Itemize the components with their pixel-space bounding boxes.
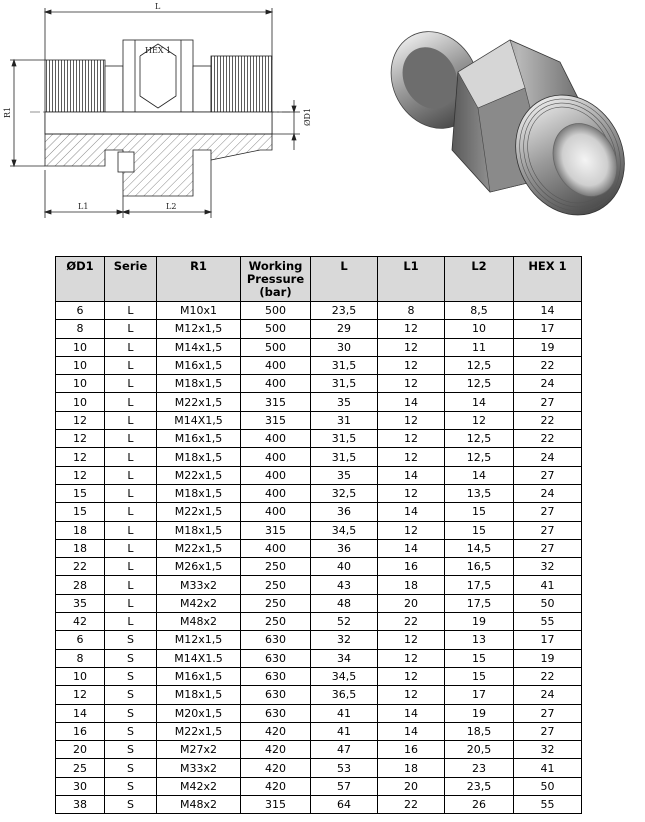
cell-hex1: 50 [514,594,582,612]
cell-l2: 12,5 [445,430,514,448]
table-row [56,302,582,320]
cell-l: 43 [311,576,378,594]
cell-l: 41 [311,704,378,722]
cell-d1: 12 [56,411,105,429]
cell-hex1: 27 [514,722,582,740]
cell-hex1: 32 [514,741,582,759]
cell-working-pressure: 420 [241,777,311,795]
cell-l1: 12 [378,356,445,374]
cell-hex1: 22 [514,356,582,374]
cell-working-pressure: 400 [241,503,311,521]
cell-hex1: 22 [514,430,582,448]
cell-l1: 12 [378,649,445,667]
cell-l2: 13,5 [445,484,514,502]
cell-hex1: 24 [514,484,582,502]
cell-l1: 22 [378,613,445,631]
cell-l1: 12 [378,320,445,338]
cell-d1: 30 [56,777,105,795]
cell-l: 29 [311,320,378,338]
cell-d1: 10 [56,667,105,685]
cell-hex1: 32 [514,558,582,576]
col-header-serie: Serie [105,257,157,302]
cell-l: 31,5 [311,448,378,466]
cell-l2: 15 [445,667,514,685]
cell-d1: 15 [56,484,105,502]
cell-l: 36 [311,539,378,557]
cell-r1: M20x1,5 [157,704,241,722]
cell-r1: M18x1,5 [157,686,241,704]
cell-serie: S [105,649,157,667]
cell-l: 34,5 [311,667,378,685]
cell-r1: M22x1,5 [157,466,241,484]
cell-l: 53 [311,759,378,777]
cell-hex1: 24 [514,375,582,393]
cell-serie: L [105,576,157,594]
table-row [56,722,582,740]
cell-r1: M22x1,5 [157,722,241,740]
cell-d1: 6 [56,631,105,649]
cell-l2: 12 [445,411,514,429]
cell-r1: M22x1,5 [157,393,241,411]
cell-hex1: 41 [514,576,582,594]
cell-l1: 12 [378,448,445,466]
cell-l: 31,5 [311,430,378,448]
cell-r1: M16x1,5 [157,667,241,685]
cell-working-pressure: 315 [241,393,311,411]
col-header-working-pressure: Working Pressure (bar) [241,257,311,302]
cell-l2: 23,5 [445,777,514,795]
fitting-3d-render [374,16,645,234]
cell-l1: 14 [378,393,445,411]
specification-table [55,256,582,814]
cell-working-pressure: 630 [241,686,311,704]
cell-r1: M33x2 [157,759,241,777]
cell-l2: 18,5 [445,722,514,740]
cell-l: 57 [311,777,378,795]
cell-l2: 17,5 [445,576,514,594]
cell-serie: L [105,521,157,539]
cell-l: 31,5 [311,375,378,393]
cell-working-pressure: 400 [241,448,311,466]
cell-d1: 6 [56,302,105,320]
col-header-l: L [311,257,378,302]
cell-l2: 15 [445,503,514,521]
cell-serie: L [105,539,157,557]
cell-l2: 19 [445,613,514,631]
cell-r1: M12x1,5 [157,631,241,649]
dimension-label-l1: L1 [78,202,89,211]
cell-hex1: 27 [514,466,582,484]
hex-label: HEX 1 [145,46,172,55]
cell-l1: 12 [378,631,445,649]
cell-serie: L [105,411,157,429]
table-row [56,521,582,539]
col-header-l1: L1 [378,257,445,302]
cell-d1: 12 [56,686,105,704]
table-row [56,576,582,594]
cell-l: 47 [311,741,378,759]
cell-hex1: 27 [514,704,582,722]
cell-l1: 12 [378,411,445,429]
cell-serie: L [105,558,157,576]
cell-hex1: 14 [514,302,582,320]
cell-serie: S [105,759,157,777]
cell-d1: 38 [56,796,105,814]
cell-hex1: 24 [514,448,582,466]
cell-serie: L [105,302,157,320]
cell-l1: 22 [378,796,445,814]
cell-r1: M14X1.5 [157,649,241,667]
cell-d1: 12 [56,448,105,466]
cell-l1: 12 [378,375,445,393]
cell-l2: 14,5 [445,539,514,557]
cell-l1: 14 [378,503,445,521]
cell-serie: S [105,667,157,685]
cell-l2: 17 [445,686,514,704]
cell-serie: L [105,393,157,411]
cell-l: 32 [311,631,378,649]
cell-working-pressure: 315 [241,521,311,539]
cell-l: 52 [311,613,378,631]
cell-l1: 16 [378,741,445,759]
cell-l1: 12 [378,430,445,448]
cell-hex1: 22 [514,411,582,429]
cell-l2: 8,5 [445,302,514,320]
technical-drawing [0,0,645,250]
table-row [56,320,582,338]
table-row [56,704,582,722]
cell-l2: 12,5 [445,448,514,466]
cell-working-pressure: 630 [241,667,311,685]
cell-r1: M16x1,5 [157,356,241,374]
cell-l: 35 [311,393,378,411]
cell-l: 23,5 [311,302,378,320]
cell-l2: 16,5 [445,558,514,576]
cell-d1: 10 [56,338,105,356]
cell-serie: L [105,503,157,521]
cell-d1: 10 [56,393,105,411]
cell-working-pressure: 400 [241,356,311,374]
cell-working-pressure: 630 [241,649,311,667]
cell-working-pressure: 315 [241,796,311,814]
cell-working-pressure: 250 [241,613,311,631]
cell-l2: 26 [445,796,514,814]
cell-l2: 15 [445,521,514,539]
cell-l1: 14 [378,704,445,722]
cell-r1: M10x1 [157,302,241,320]
cell-hex1: 17 [514,320,582,338]
cell-serie: L [105,320,157,338]
cell-l1: 20 [378,594,445,612]
table-row [56,466,582,484]
table-row [56,649,582,667]
cell-l: 30 [311,338,378,356]
cell-serie: L [105,375,157,393]
cell-d1: 18 [56,539,105,557]
cell-d1: 22 [56,558,105,576]
dimension-label-l2: L2 [166,202,177,211]
cell-l1: 8 [378,302,445,320]
cell-r1: M48x2 [157,613,241,631]
cell-l1: 14 [378,466,445,484]
cell-hex1: 27 [514,521,582,539]
cell-r1: M18x1,5 [157,375,241,393]
col-header-hex1: HEX 1 [514,257,582,302]
cell-d1: 16 [56,722,105,740]
cell-l1: 16 [378,558,445,576]
cell-r1: M22x1,5 [157,539,241,557]
cell-l2: 12,5 [445,356,514,374]
cell-serie: L [105,356,157,374]
table-body [56,302,582,814]
cell-hex1: 19 [514,649,582,667]
cell-serie: L [105,448,157,466]
table-header-row [56,257,582,302]
cell-hex1: 22 [514,667,582,685]
cell-d1: 18 [56,521,105,539]
cell-l1: 14 [378,722,445,740]
cell-serie: S [105,777,157,795]
cell-r1: M48x2 [157,796,241,814]
cell-l1: 12 [378,338,445,356]
cell-l2: 11 [445,338,514,356]
cell-l2: 20,5 [445,741,514,759]
cell-working-pressure: 315 [241,411,311,429]
cell-l: 40 [311,558,378,576]
cell-l: 41 [311,722,378,740]
cell-serie: S [105,722,157,740]
cell-l: 36 [311,503,378,521]
table-row [56,484,582,502]
cell-working-pressure: 400 [241,430,311,448]
cell-working-pressure: 400 [241,466,311,484]
cell-working-pressure: 400 [241,539,311,557]
cell-working-pressure: 500 [241,302,311,320]
cell-r1: M27x2 [157,741,241,759]
cell-l2: 10 [445,320,514,338]
cell-hex1: 27 [514,393,582,411]
table-row [56,777,582,795]
cell-d1: 15 [56,503,105,521]
table-row [56,448,582,466]
cell-r1: M18x1,5 [157,484,241,502]
cell-working-pressure: 420 [241,722,311,740]
cell-hex1: 41 [514,759,582,777]
cell-working-pressure: 420 [241,741,311,759]
col-header-l2: L2 [445,257,514,302]
cell-l2: 15 [445,649,514,667]
cell-l: 48 [311,594,378,612]
cell-hex1: 19 [514,338,582,356]
col-header-r1: R1 [157,257,241,302]
table-row [56,759,582,777]
table-row [56,356,582,374]
cell-d1: 12 [56,466,105,484]
cell-d1: 12 [56,430,105,448]
table-row [56,667,582,685]
cell-l2: 14 [445,393,514,411]
cell-working-pressure: 250 [241,576,311,594]
cell-hex1: 24 [514,686,582,704]
cell-l2: 23 [445,759,514,777]
cell-serie: L [105,430,157,448]
section-view [10,8,300,218]
cell-l2: 14 [445,466,514,484]
cell-l1: 12 [378,484,445,502]
cell-working-pressure: 500 [241,338,311,356]
cell-l: 32,5 [311,484,378,502]
cell-l: 64 [311,796,378,814]
cell-d1: 25 [56,759,105,777]
cell-serie: L [105,594,157,612]
cell-l1: 18 [378,576,445,594]
table-row [56,503,582,521]
table-row [56,594,582,612]
cell-l1: 12 [378,686,445,704]
table-row [56,796,582,814]
dimension-label-d1: ØD1 [303,107,312,126]
table-row [56,686,582,704]
table-row [56,558,582,576]
cell-d1: 10 [56,356,105,374]
cell-l1: 14 [378,539,445,557]
cell-hex1: 55 [514,613,582,631]
cell-l2: 17,5 [445,594,514,612]
cell-serie: S [105,741,157,759]
cell-l1: 18 [378,759,445,777]
cell-r1: M12x1,5 [157,320,241,338]
cell-r1: M18x1,5 [157,448,241,466]
cell-working-pressure: 500 [241,320,311,338]
cell-working-pressure: 630 [241,704,311,722]
table-row [56,613,582,631]
cell-r1: M33x2 [157,576,241,594]
cell-l1: 12 [378,521,445,539]
cell-d1: 20 [56,741,105,759]
cell-serie: L [105,484,157,502]
cell-hex1: 27 [514,539,582,557]
cell-l1: 12 [378,667,445,685]
cell-r1: M14x1,5 [157,338,241,356]
cell-l: 35 [311,466,378,484]
cell-working-pressure: 400 [241,484,311,502]
cell-l2: 12,5 [445,375,514,393]
cell-d1: 8 [56,649,105,667]
cell-working-pressure: 250 [241,594,311,612]
table-row [56,393,582,411]
cell-serie: S [105,704,157,722]
cell-r1: M42x2 [157,777,241,795]
dimension-label-r1: R1 [3,106,12,118]
cell-serie: L [105,466,157,484]
cell-d1: 14 [56,704,105,722]
table-row [56,375,582,393]
cell-serie: L [105,613,157,631]
cell-d1: 8 [56,320,105,338]
cell-serie: S [105,631,157,649]
cell-l: 34 [311,649,378,667]
table-row [56,631,582,649]
cell-l2: 19 [445,704,514,722]
dimension-label-l: L [155,2,161,11]
table-row [56,430,582,448]
table-row [56,741,582,759]
cell-l1: 20 [378,777,445,795]
col-header-d1: ØD1 [56,257,105,302]
cell-serie: S [105,686,157,704]
cell-serie: S [105,796,157,814]
cell-r1: M16x1,5 [157,430,241,448]
cell-r1: M18x1,5 [157,521,241,539]
cell-r1: M14X1,5 [157,411,241,429]
cell-d1: 10 [56,375,105,393]
cell-l: 36,5 [311,686,378,704]
table-row [56,539,582,557]
cell-l: 31,5 [311,356,378,374]
cell-l2: 13 [445,631,514,649]
cell-hex1: 55 [514,796,582,814]
cell-hex1: 27 [514,503,582,521]
cell-l: 34,5 [311,521,378,539]
cell-working-pressure: 420 [241,759,311,777]
cell-r1: M26x1,5 [157,558,241,576]
cell-working-pressure: 630 [241,631,311,649]
cell-hex1: 17 [514,631,582,649]
cell-d1: 28 [56,576,105,594]
cell-r1: M22x1,5 [157,503,241,521]
table-row [56,411,582,429]
table-row [56,338,582,356]
cell-serie: L [105,338,157,356]
cell-d1: 42 [56,613,105,631]
cell-l: 31 [311,411,378,429]
cell-working-pressure: 250 [241,558,311,576]
cell-working-pressure: 400 [241,375,311,393]
cell-r1: M42x2 [157,594,241,612]
cell-hex1: 50 [514,777,582,795]
cell-d1: 35 [56,594,105,612]
